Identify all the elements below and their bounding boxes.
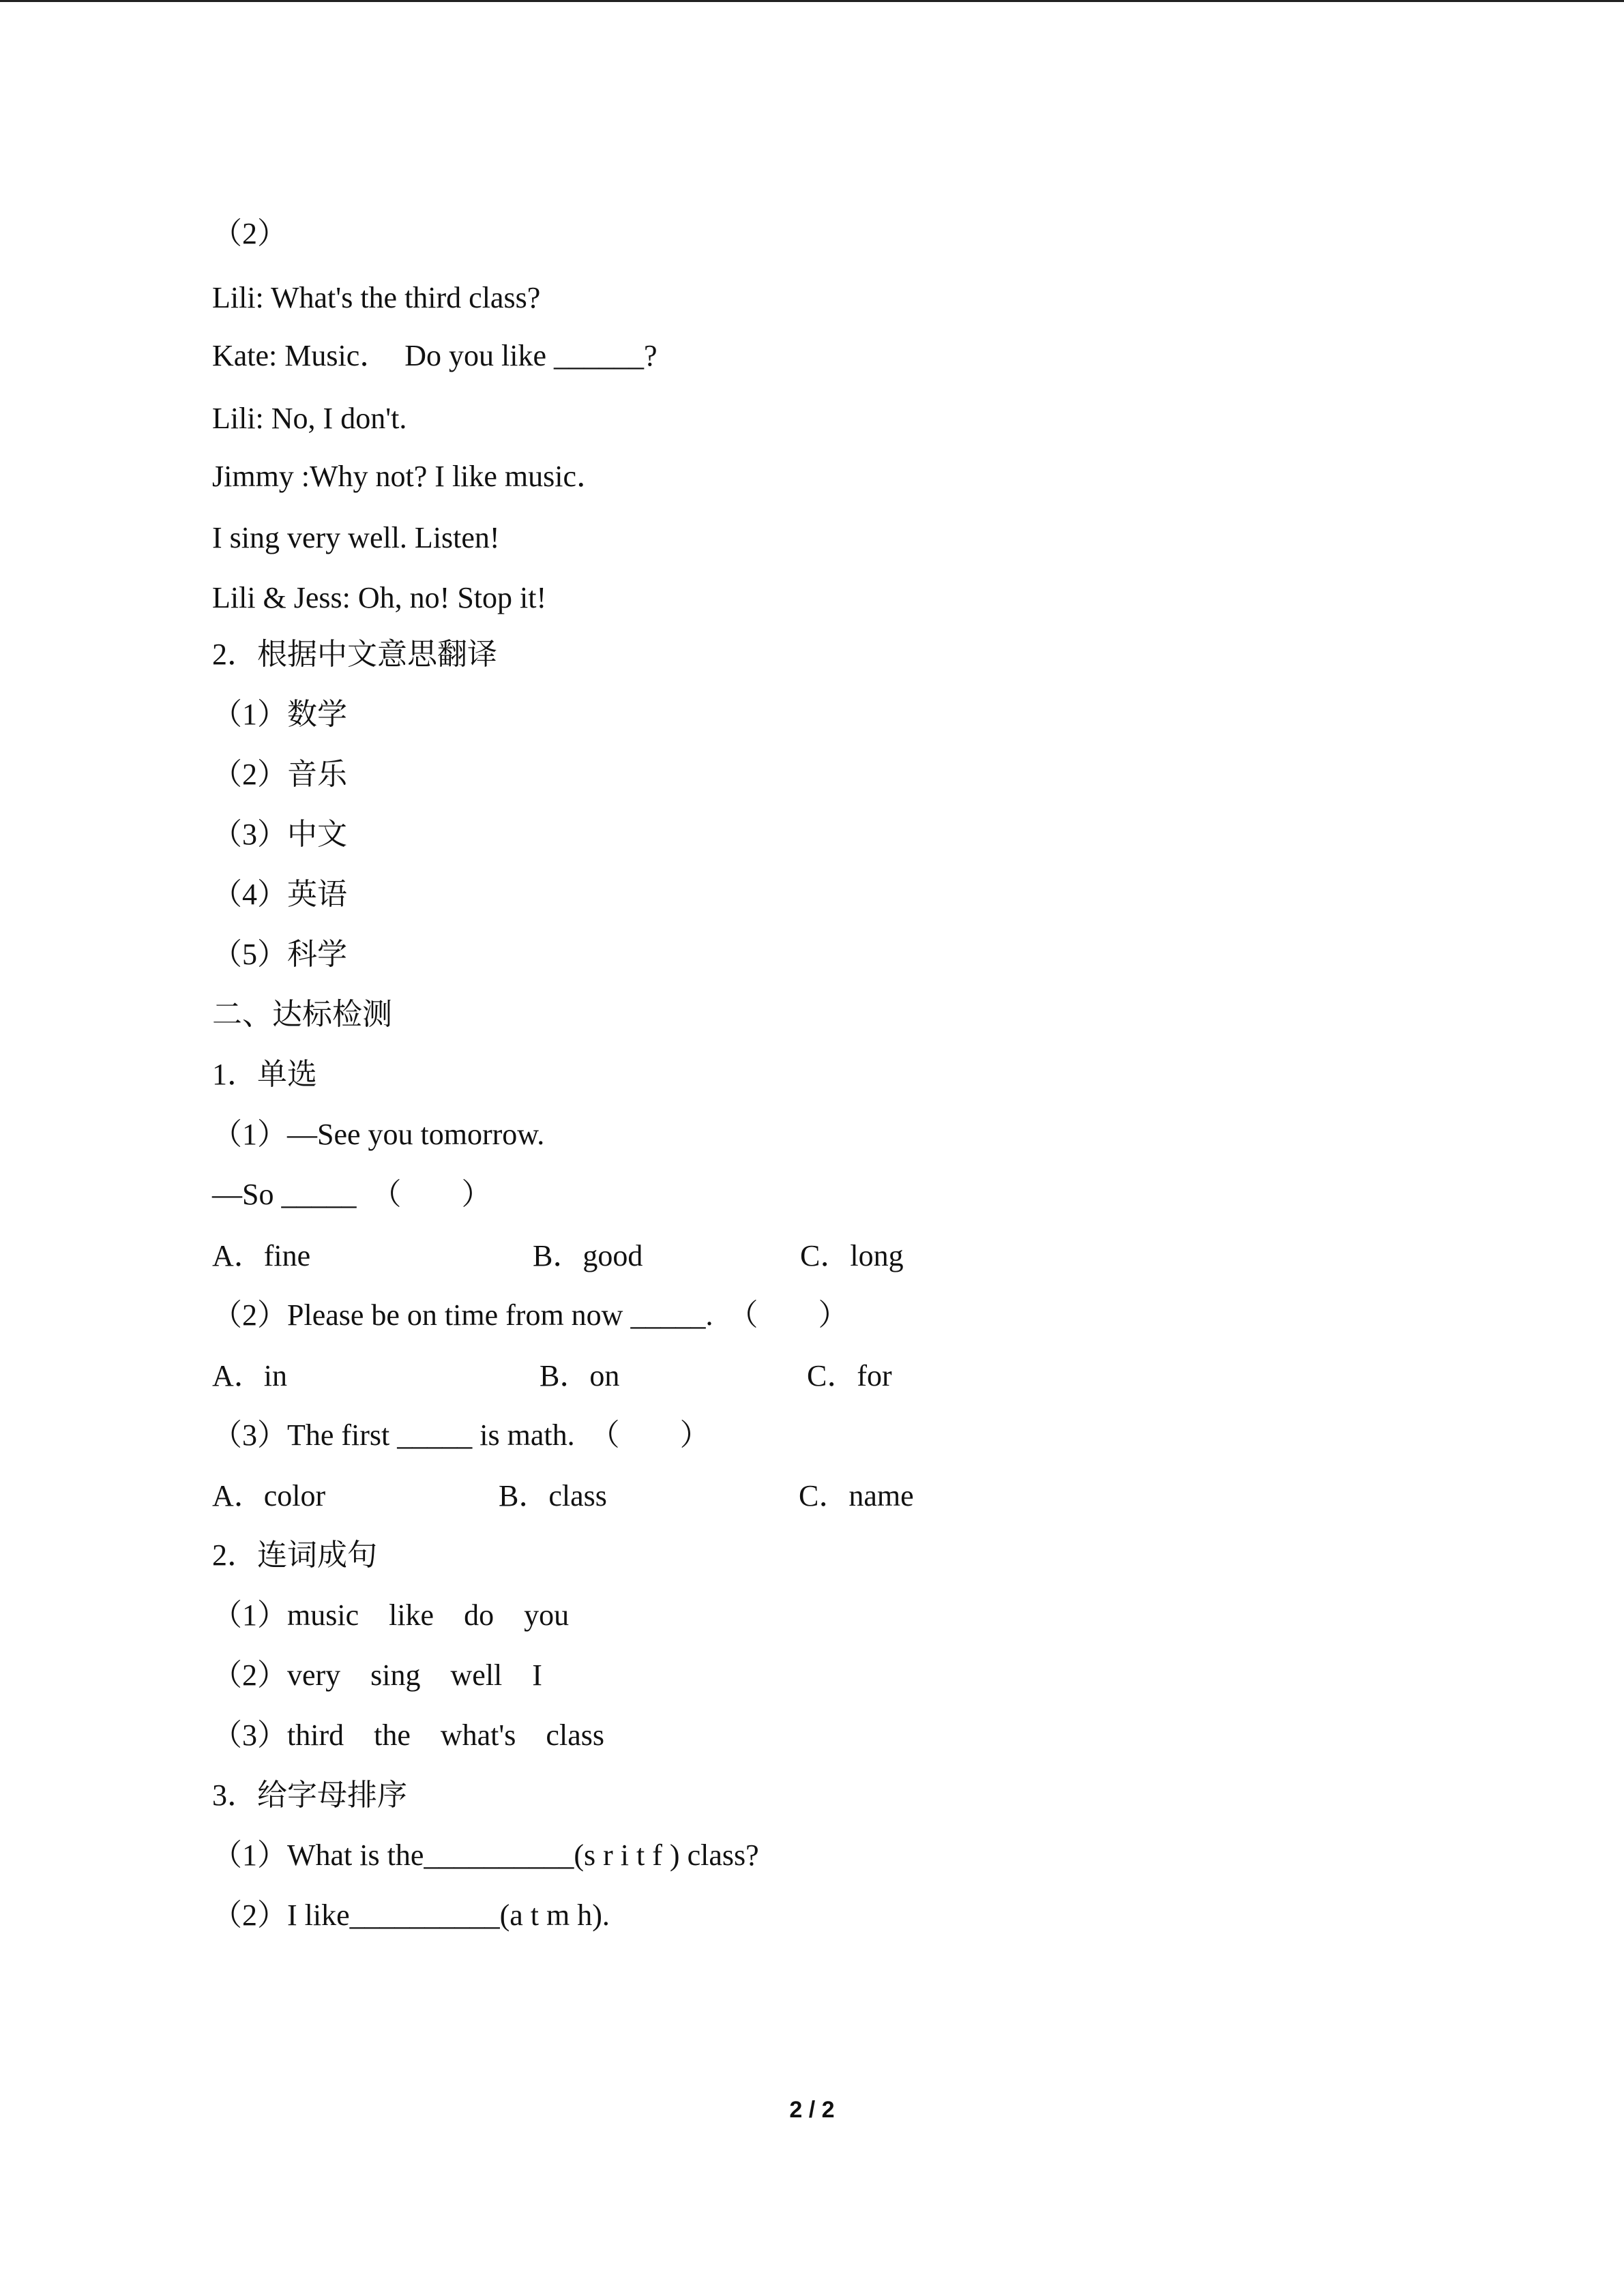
word-order-item: （3）third the what's class xyxy=(212,1718,604,1752)
section-heading: 2．连词成句 xyxy=(212,1538,377,1572)
dialogue-line: I sing very well. Listen! xyxy=(212,521,500,554)
option-a: A．fine xyxy=(212,1239,311,1272)
page-top-border xyxy=(0,0,1624,2)
dialogue-line: Jimmy :Why not? I like music． xyxy=(212,460,607,493)
dialogue-line: Lili: What's the third class? xyxy=(212,281,541,314)
dialogue-line: Kate: Music． Do you like ______? xyxy=(212,339,658,372)
page-number: 2 / 2 xyxy=(789,2097,835,2123)
answer-options-row xyxy=(212,1354,1235,1398)
option-b: B．on xyxy=(540,1359,620,1392)
question-text: （1）—See you tomorrow. xyxy=(212,1118,545,1151)
section-heading: 3．给字母排序 xyxy=(212,1778,407,1812)
translation-item: （2）音乐 xyxy=(212,758,347,791)
word-order-item: （1）music like do you xyxy=(212,1598,570,1632)
dialogue-part-2-label: （2） xyxy=(212,217,287,250)
option-c: C．name xyxy=(799,1479,914,1512)
answer-options-row xyxy=(212,1234,1235,1278)
option-c: C．for xyxy=(807,1359,892,1392)
letter-order-item: （2）I like__________(a t m h). xyxy=(212,1898,610,1932)
question-text: （2）Please be on time from now _____. （ ） xyxy=(212,1298,848,1332)
option-b: B．class xyxy=(499,1479,607,1512)
option-c: C．long xyxy=(800,1239,904,1272)
section-heading: 1．单选 xyxy=(212,1058,317,1091)
answer-options-row xyxy=(212,1474,1235,1518)
dialogue-line: Lili: No, I don't. xyxy=(212,402,407,435)
translation-item: （1）数学 xyxy=(212,698,347,731)
translation-item: （5）科学 xyxy=(212,938,347,971)
option-a: A．in xyxy=(212,1359,287,1392)
option-a: A．color xyxy=(212,1479,326,1512)
word-order-item: （2）very sing well I xyxy=(212,1658,542,1692)
translation-item: （3）中文 xyxy=(212,818,347,851)
dialogue-line: Lili & Jess: Oh, no! Stop it! xyxy=(212,581,547,614)
question-text: （3）The first _____ is math. （ ） xyxy=(212,1418,710,1452)
translation-item: （4）英语 xyxy=(212,878,347,911)
section-heading: 2．根据中文意思翻译 xyxy=(212,638,497,671)
question-text: —So _____ （ ） xyxy=(212,1178,492,1211)
letter-order-item: （1）What is the__________(s r i t f ) class? xyxy=(212,1838,759,1872)
option-b: B．good xyxy=(533,1239,643,1272)
part-heading: 二、达标检测 xyxy=(212,998,392,1031)
